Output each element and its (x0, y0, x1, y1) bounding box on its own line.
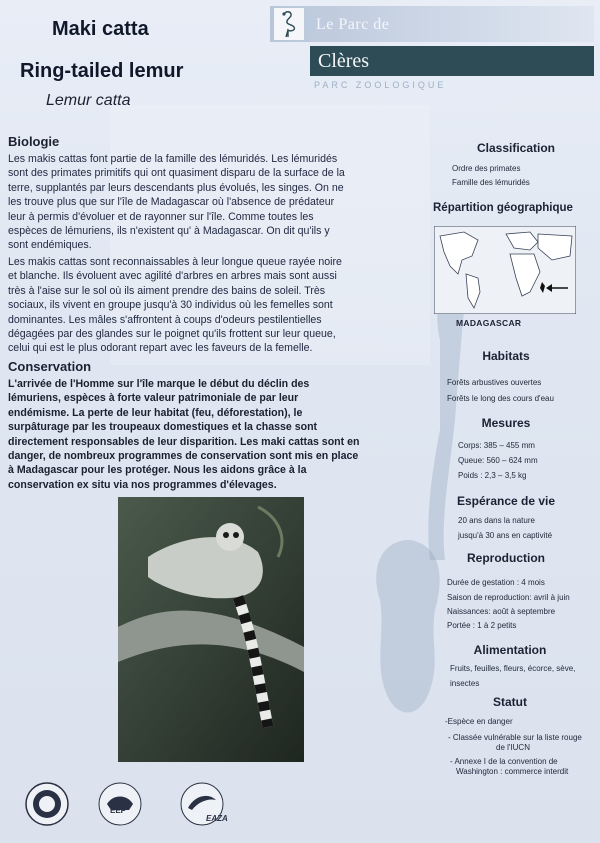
text-line: directement responsables de leur disparition. Les maki cattas sont en (8, 435, 360, 448)
lemur-photo (118, 497, 304, 762)
biologie-heading: Biologie (8, 134, 60, 149)
text-line: dominantes. Les mâles s'affrontent à coups d'odeurs pestilentielles (8, 313, 322, 326)
reproduction-item: Durée de gestation : 4 mois (447, 578, 545, 587)
eep-label: EEP (110, 806, 127, 815)
alimentation-item: insectes (450, 679, 480, 688)
lemur-illustration (118, 497, 304, 762)
map-label: MADAGASCAR (456, 318, 522, 328)
statut-item: Washington : commerce interdit (456, 767, 569, 776)
reproduction-item: Portée : 1 à 2 petits (447, 621, 517, 630)
text-line: L'arrivée de l'Homme sur l'île marque le début du déclin des (8, 378, 310, 390)
logo-park-text: Le Parc de (316, 16, 390, 33)
habitats-item: Forêts arbustives ouvertes (447, 378, 542, 387)
zoo-association-emblem (25, 782, 69, 826)
statut-item: de l'IUCN (496, 743, 530, 752)
biologie-paragraph-1 (8, 152, 418, 253)
text-line: celui qui est le plus odorant repart avec les faveurs de la femelle. (8, 342, 313, 355)
alimentation-heading: Alimentation (473, 643, 547, 657)
statut-heading: Statut (493, 695, 527, 709)
mesures-item: Poids : 2,3 – 3,5 kg (458, 471, 527, 480)
classification-heading: Classification (476, 141, 556, 155)
habitats-item: Forêts le long des cours d'eau (447, 394, 554, 403)
conservation-paragraph (8, 377, 418, 492)
text-line: Les makis cattas sont reconnaissables à leur longue queue rayée noire (8, 256, 342, 268)
habitats-heading: Habitats (482, 349, 530, 363)
mesures-heading: Mesures (481, 416, 531, 430)
title-latin: Lemur catta (46, 92, 131, 109)
reproduction-heading: Reproduction (467, 551, 545, 565)
classification-item: Ordre des primates (452, 164, 521, 173)
flamingo-icon (274, 8, 304, 40)
classification-item: Famille des lémuridés (452, 178, 530, 187)
eaza-label: EAZA (206, 814, 228, 823)
text-line: à Madagascar pour les protéger. Nous les aidons grâce à la (8, 464, 307, 477)
title-common-fr: Maki catta (52, 18, 149, 40)
text-line: sont endémiques. (8, 239, 92, 252)
mesures-item: Corps: 385 – 455 mm (458, 441, 535, 450)
text-line: les trouve plus que sur l'île de Madagascar où l'absence de prédateur (8, 196, 335, 209)
world-map-icon (434, 226, 576, 314)
text-line: sont des primates primitifs qui ont quasiment disparu de la surface de la (8, 167, 345, 180)
text-line: espèces de lémuriens, ils n'existent qu' à Madagascar. On dit qu'ils y (8, 225, 330, 238)
esperance-heading: Espérance de vie (456, 494, 556, 508)
text-line: terre, supplantés par leurs descendants plus évolués, les singes. On ne (8, 181, 344, 194)
world-map (434, 226, 576, 314)
text-line: danger, de nombreux programmes de conservation sont mis en place (8, 450, 359, 463)
reproduction-item: Naissances: août à septembre (447, 607, 556, 616)
text-line: Les makis cattas font partie de la famille des lémuridés. Les lémuridés (8, 153, 338, 165)
text-line: conservation ex situ via nos programmes d'élevages. (8, 478, 277, 491)
esperance-item: 20 ans dans la nature (458, 516, 535, 525)
text-line: endémisme. La perte de leur habitat (feu, déforestation), le (8, 406, 303, 419)
conservation-heading: Conservation (8, 359, 92, 374)
statut-item: - Classée vulnérable sur la liste rouge (448, 733, 582, 742)
text-line: et blanche. Ils évoluent avec agilité d'arbres en arbres mais sont aussi (8, 270, 337, 283)
alimentation-item: Fruits, feuilles, fleurs, écorce, sève, (450, 664, 576, 673)
text-line: très à l'aise sur le sol où ils aiment prendre des bains de soleil. Très (8, 284, 326, 297)
statut-item: -Espèce en danger (445, 717, 513, 726)
logo-subtitle: PARC ZOOLOGIQUE (314, 80, 447, 90)
statut-item: - Annexe I de la convention de (450, 757, 558, 766)
text-line: leur à permis d'évoluer et de rayonner sur l'île. Comme toutes les (8, 210, 314, 223)
logo-name: Clères (318, 50, 370, 72)
eep-emblem (95, 782, 145, 826)
park-logo (270, 6, 594, 90)
text-line: sociaux, ils vivent en groupe jusqu'à 30 individus où les femelles sont (8, 299, 333, 312)
text-line: dégagées par des glandes sur le poignet qu'ils frottent sur leur queue, (8, 328, 336, 341)
mesures-item: Queue: 560 – 624 mm (458, 456, 538, 465)
reproduction-item: Saison de reproduction: avril à juin (447, 593, 570, 602)
biologie-paragraph-2 (8, 255, 418, 356)
title-common-en: Ring-tailed lemur (20, 60, 184, 82)
text-line: surpâturage par les troupeaux domestiques et la chasse sont (8, 421, 318, 434)
repartition-heading: Répartition géographique (433, 202, 573, 214)
text-line: lémuriens, espèces à forte valeur patrimoniale de par leur (8, 392, 299, 405)
esperance-item: jusqu'à 30 ans en captivité (458, 531, 553, 540)
